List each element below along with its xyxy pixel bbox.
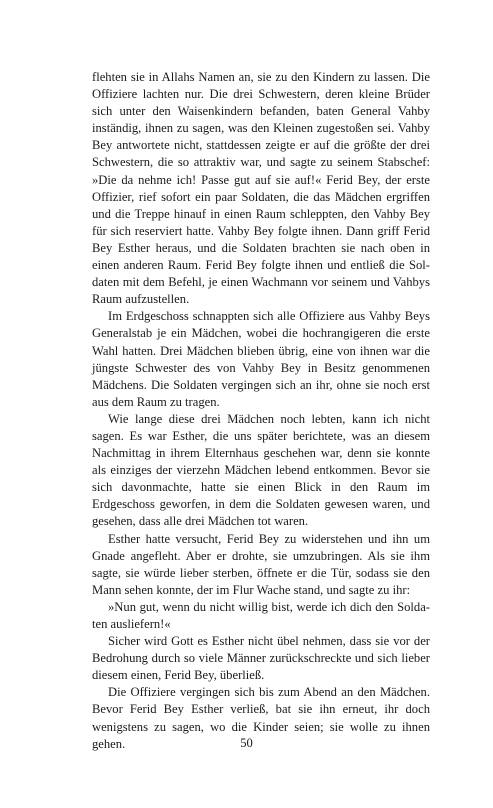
paragraph-7: Die Offiziere vergingen sich bis zum Abend an den Mädchen. Bevor Ferid Bey Esther verließ, bat sie ihn erneut, ihr doch wenigstens zu sagen, wo die Kinder seien; sie wolle zu ihnen gehen. <box>92 685 430 751</box>
paragraph-2: Im Erdgeschoss schnappten sich alle Offiziere aus Vahby Beys Generalstab je ein Mädchen, wobei die hochrangigeren die erste Wahl hatten. Drei Mädchen blieben übrig, eine von ihnen war die jüngste Schwester des von Vahby Bey in Besitz genommenen Mädchens. Die Soldaten vergingen sich an ihr, ohne sie noch erst aus dem Raum zu tragen. <box>92 309 430 409</box>
paragraph-6: Sicher wird Gott es Esther nicht übel nehmen, dass sie vor der Bedrohung durch so viele Männer zurückschreckte und sich lieber diesem einen, Ferid Bey, überließ. <box>92 634 430 683</box>
body-text <box>92 69 430 753</box>
page-number: 50 <box>240 736 253 750</box>
paragraph-5: »Nun gut, wenn du nicht willig bist, werde ich dich den Soldaten ausliefern!« <box>92 599 430 631</box>
paragraph-3: Wie lange diese drei Mädchen noch lebten, kann ich nicht sagen. Es war Esther, die uns später berichtete, was an diesem Nachmittag in ihrem Elternhaus geschehen war, denn sie konnte als einziges der vierzehn Mädchen lebend entkommen. Bevor sie sich davonmachte, hatte sie einen Blick in den Raum im Erdgeschoss geworfen, in dem die Soldaten gewesen waren, und gesehen, dass alle drei Mädchen tot waren. <box>92 411 430 529</box>
paragraph-1: flehten sie in Allahs Namen an, sie zu den Kindern zu lassen. Die Offiziere lachten nur. Die drei Schwestern, deren kleine Brüder sich unter den Waisenkindern befanden, baten General Vahby inständig, ihnen zu sagen, was den Kleinen zugestoßen sei. Vahby Bey antwortete nicht, stattdessen zeigte er auf die größte der drei Schwestern, die so attraktiv war, und sagte zu seinem Stabschef: »Die da nehme ich! Passe gut auf sie auf!« Ferid Bey, der erste Offizier, rief sofort ein paar Soldaten, die das Mädchen ergriffen und die Treppe hinauf in einen Raum schleppten, den Vahby Bey für sich reserviert hatte. Vahby Bey folgte ihnen. Dann griff Ferid Bey Esther heraus, und die Soldaten brachten sie nach oben in einen anderen Raum. Ferid Bey folgte ihnen und entließ die Soldaten mit dem Befehl, je einen Wachmann vor seinem und Vahbys Raum aufzustellen. <box>92 70 430 307</box>
paragraph-4: Esther hatte versucht, Ferid Bey zu widerstehen und ihn um Gnade angefleht. Aber er drohte, sie umzubringen. Als sie ihm sagte, sie würde lieber sterben, öffnete er die Tür, sodass sie den Mann sehen konnte, der im Flur Wache stand, und sagte zu ihr: <box>92 531 430 597</box>
